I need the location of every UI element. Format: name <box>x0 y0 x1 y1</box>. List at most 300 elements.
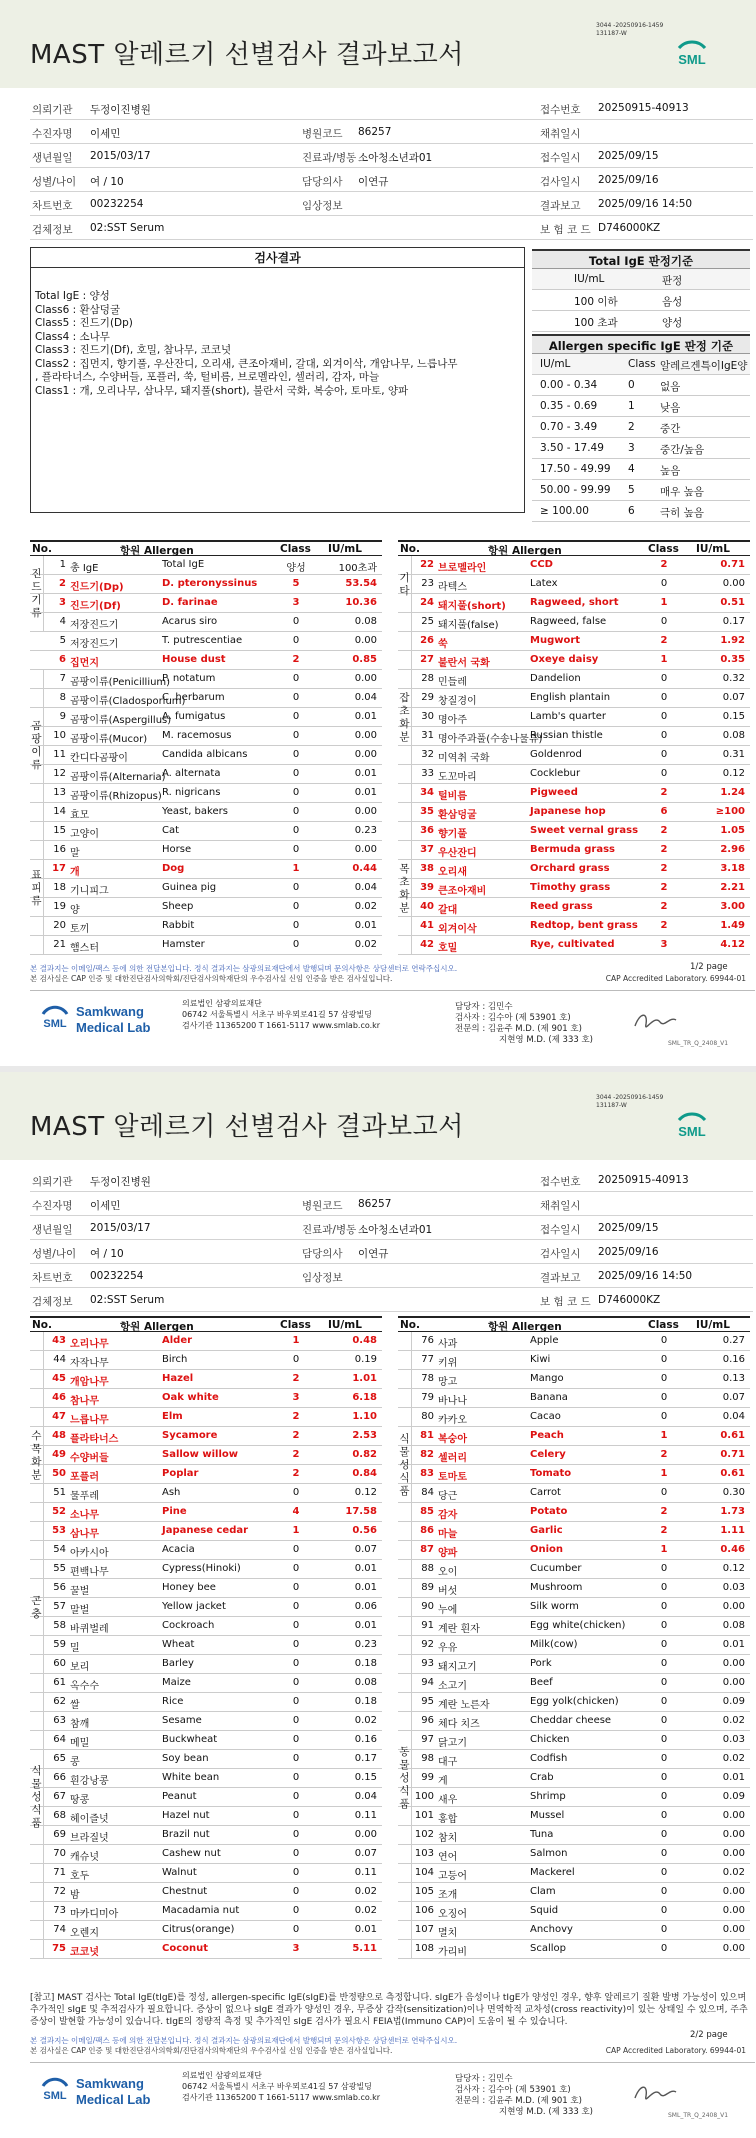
allergen-kr: 멸치 <box>438 1928 458 1939</box>
allergen-en: Celery <box>530 1449 566 1460</box>
allergen-en: Cucumber <box>530 1563 582 1574</box>
allergen-en: Ash <box>162 1487 181 1498</box>
allergen-iu: 0.48 <box>352 1335 377 1346</box>
allergen-cl: 0 <box>292 1905 300 1916</box>
allergen-cl: 4 <box>292 1506 300 1517</box>
allergen-no: 22 <box>420 559 434 570</box>
allergen-row <box>398 632 750 651</box>
allergen-row <box>398 784 750 803</box>
allergen-kr: 마카디미아 <box>70 1909 119 1920</box>
allergen-iu: 0.18 <box>354 1658 377 1669</box>
allergen-en: Macadamia nut <box>162 1905 240 1916</box>
allergen-iu: 0.61 <box>720 1430 745 1441</box>
result-line: Class5 : 진드기(Dp) <box>35 317 133 329</box>
allergen-iu: 0.07 <box>354 1848 377 1859</box>
allergen-row <box>398 917 750 936</box>
allergen-row <box>398 1674 750 1693</box>
allergen-cl: 0 <box>660 1943 668 1954</box>
allergen-no: 64 <box>53 1734 66 1745</box>
allergen-en: Rice <box>162 1696 184 1707</box>
allergen-row <box>30 1769 382 1788</box>
allergen-row <box>398 1807 750 1826</box>
allergen-iu: 0.04 <box>354 1791 377 1802</box>
allergen-iu: 4.12 <box>720 939 745 950</box>
allergen-en: Candida albicans <box>162 749 248 760</box>
allergen-no: 73 <box>53 1905 66 1916</box>
allergen-no: 86 <box>420 1525 434 1536</box>
allergen-en: Ragweed, false <box>530 616 607 627</box>
criteria-row: 3.50 - 17.49 3 중간/높음 <box>532 438 750 459</box>
report-code-line: 3044 -20250916-1459 <box>596 22 664 29</box>
allergen-iu: 0.30 <box>722 1487 745 1498</box>
value-chart: 00232254 <box>90 1270 144 1282</box>
allergen-en: Birch <box>162 1354 188 1365</box>
allergen-iu: 0.01 <box>354 787 377 798</box>
allergen-en: Mussel <box>530 1810 565 1821</box>
value-receipt_date: 2025/09/15 <box>598 1222 659 1234</box>
allergen-no: 45 <box>52 1373 66 1384</box>
allergen-row <box>398 1503 750 1522</box>
allergen-row <box>30 1560 382 1579</box>
allergen-iu: 0.18 <box>354 1696 377 1707</box>
patient-info-row <box>30 1192 753 1216</box>
value-specimen: 02:SST Serum <box>90 222 165 234</box>
report-page-2: MAST 알레르기 선별검사 결과보고서 3044 -20250916-1459 131187-W SML 의뢰기관 두정이진병원 접수번호 20250915-40913 수진자명 이세민 병원코드 86257 채취일시 생년월일 2015/03/17 진료과/병동 소아청소년과01 접수일시 2025/09/15 성별/나이 여 / 10 담당의사 이연규 검사일시 2025/09/16 차트번호 00232254 임상정보 결과보고 2025/09/16 14:50 검체정보 02:SST Serum 보 험 코 드 D746000KZ No. 항원 Allergen Class IU/mL 43 오리나무 Alder 1 0.48 44 자작나무 Birch 0 0.19 45 개암나무 Hazel 2 1.01 46 참나무 Oak white 3 6.18 47 느릅나무 Elm 2 1.10 48 플라타너스 Sycamore 2 2.53 49 수양버들 Sallow willow 2 0.82 50 포플러 Poplar 2 0.84 51 물푸레 Ash 0 0.12 52 소나무 Pine 4 17.58 53 삼나무 Japanese cedar 1 0.56 54 아카시아 Acacia 0 0.07 55 편백나무 Cypress(Hinoki) 0 0.01 56 꿀벌 Honey bee 0 0.01 57 말벌 Yellow jacket 0 0.06 58 바퀴벌레 Cockroach 0 0.01 59 밀 Wheat 0 0.23 60 보리 Barley 0 0.18 61 옥수수 Maize 0 0.08 62 쌀 Rice 0 0.18 63 참깨 Sesame 0 0.02 64 메밀 Buckwheat 0 0.16 65 콩 Soy bean 0 0.17 66 흰강낭콩 White bean 0 0.15 67 땅콩 Peanut 0 0.04 68 헤이즐넛 Hazel nut 0 0.11 69 브라질넛 Brazil nut 0 0.00 70 캐슈넛 Cashew nut 0 0.07 71 호두 Walnut 0 0.11 72 밤 Chestnut 0 0.02 73 마카디미아 Macadamia nut 0 0.02 74 오렌지 Citrus(orange) 0 0.01 75 코코넛 Coconut 3 5.11 수목화분 곤충 식물성식품 No. 항원 Allergen Class IU/mL 76 사과 Apple 0 0.27 77 키위 Kiwi 0 0.16 78 망고 Mango 0 0.13 79 바나나 Banana 0 0.07 80 카카오 Cacao 0 0.04 81 복숭아 Peach 1 0.61 82 셀러리 Celery 2 0.71 83 토마토 Tomato 1 0.61 84 당근 Carrot 0 0.30 85 감자 Potato 2 1.73 86 마늘 Garlic 2 1.11 87 양파 Onion 1 0.46 88 오이 Cucumber 0 0.12 89 버섯 Mushroom 0 0.03 90 누에 Silk worm 0 0.00 91 계란 흰자 Egg white(chicken) 0 0.08 92 우유 Milk(cow) 0 0.01 93 돼지고기 Pork 0 0.00 94 소고기 Beef 0 0.00 95 계란 노른자 Egg yolk(chicken) 0 0.09 96 체다 치즈 Cheddar cheese 0 0.02 97 닭고기 Chicken 0 0.03 98 대구 Codfish 0 0.02 99 게 Crab 0 0.01 100 새우 Shrimp 0 0.09 101 홍합 Mussel 0 0.00 102 참치 Tuna 0 0.00 103 연어 Salmon 0 0.00 104 고등어 Mackerel 0 0.02 105 조개 Clam 0 0.00 106 오징어 Squid 0 0.00 107 멸치 Anchovy 0 0.00 108 가리비 Scallop 0 0.00 식물성식품 동물성식품 [참고] MAST 검사는 Total IgE(tIgE)를 정성, allergen-specific IgE(sIgE)를 반정량으로 측정합니다. sIgE가 음성이나 tIgE가 양성인 경우, 향후 알레르기 질환 발병 가능성이 있으며 추가적인 sIgE 및 추적검사가 필요합니다. 증상이 없으나 sIgE 결과가 양성인 경우, 무증상 감작(sensitization)이나 면역학적 교차성(cross reactivity)이 있는 상태일 수 있으며, 주추 증상이 발현할 가능성이 있습니다. tIgE의 정량적 측정 및 추가적인 sIgE 검사가 필요시 FEIA법(Immuno CAP)이 도움이 될 수 있습니다. 2/2 page 본 결과지는 이메일/팩스 등에 의한 전달본입니다. 정식 결과지는 삼광의료재단에서 발행되며 문의사항은 상담센터로 연락주십시오. 본 검사실은 CAP 인증 및 대한진단검사의학회/진단검사의학재단의 우수검사실 신임 인증을 받은 검사실입니다. CAP Accredited Laboratory. 69944-01 SML Samkwang Medical Lab 의료법인 삼광의료재단 06742 서울특별시 서초구 바우뫼로41길 57 삼광빌딩 검사기관 11365200 T 1661-5117 www.smlab.co.kr 담당자 : 김민수 검사자 : 김수아 (제 53901 호) 전문의 : 김윤주 M.D. (제 901 호) 지현영 M.D. (제 333 호) SML_TR_Q_2408_V1 <box>0 1072 756 2138</box>
allergen-no: 55 <box>53 1563 66 1574</box>
value-recipient: 이세민 <box>90 1200 121 1212</box>
svg-text:SML: SML <box>43 2090 67 2102</box>
criteria-row: 50.00 - 99.99 5 매우 높음 <box>532 480 750 501</box>
allergen-iu: 0.00 <box>354 730 377 741</box>
allergen-no: 12 <box>53 768 66 779</box>
allergen-en: D. pteronyssinus <box>162 578 258 589</box>
allergen-iu: 0.16 <box>722 1354 745 1365</box>
allergen-row <box>398 822 750 841</box>
allergen-iu: 0.00 <box>354 844 377 855</box>
report-codes: 3044 -20250916-1459 131187-W <box>596 1094 664 1109</box>
allergen-en: Hamster <box>162 939 205 950</box>
allergen-kr: 코코넛 <box>70 1947 99 1958</box>
result-line: Class4 : 소나무 <box>35 330 110 343</box>
allergen-no: 80 <box>421 1411 434 1422</box>
result-box-title: 검사결과 <box>31 248 524 268</box>
allergen-iu: 0.02 <box>722 1753 745 1764</box>
allergen-en: English plantain <box>530 692 611 703</box>
allergen-row <box>398 860 750 879</box>
allergen-cl: 0 <box>660 1335 668 1346</box>
allergen-cl: 2 <box>660 882 668 893</box>
allergen-iu: 0.07 <box>354 1544 377 1555</box>
allergen-row <box>30 632 382 651</box>
footer-note: 본 결과지는 이메일/팩스 등에 의한 전달본입니다. 정식 결과지는 삼광의료재단에서 발행되며 문의사항은 상담센터로 연락주십시오. 본 검사실은 CAP 인증 및 대한진단검사의학회/진단검사의학재단의 우수검사실 신임 인증을 받은 검사실입니다. <box>30 2036 458 2055</box>
allergen-row <box>398 841 750 860</box>
allergen-row <box>30 1712 382 1731</box>
company-logo-icon <box>38 2074 72 2108</box>
allergen-no: 19 <box>53 901 66 912</box>
allergen-kr: 아카시아 <box>70 1548 109 1559</box>
value-doctor: 이연규 <box>358 1248 389 1260</box>
allergen-iu: 0.00 <box>354 749 377 760</box>
allergen-kr: 계란 노른자 <box>438 1700 490 1711</box>
allergen-no: 37 <box>420 844 434 855</box>
allergen-kr: 고양이 <box>70 829 99 840</box>
result-line: , 플라타너스, 수양버들, 포플러, 쑥, 털비름, 브로멜라인, 셀러리, 감자, 마늘 <box>35 371 380 383</box>
allergen-no: 76 <box>421 1335 434 1346</box>
allergen-no: 46 <box>52 1392 66 1403</box>
allergen-iu: 1.01 <box>352 1373 377 1384</box>
allergen-cl: 0 <box>660 1487 668 1498</box>
allergen-kr: 연어 <box>438 1852 458 1863</box>
allergen-en: Oak white <box>162 1392 219 1403</box>
allergen-cl: 2 <box>660 844 668 855</box>
allergen-no: 72 <box>53 1886 66 1897</box>
allergen-kr: 효모 <box>70 810 90 821</box>
report-page-1 <box>0 0 756 1066</box>
allergen-cl: 0 <box>292 1810 300 1821</box>
allergen-row <box>30 765 382 784</box>
allergen-row <box>398 1902 750 1921</box>
allergen-row <box>398 1351 750 1370</box>
allergen-en: Mushroom <box>530 1582 583 1593</box>
allergen-en: Hazel <box>162 1373 194 1384</box>
allergen-no: 18 <box>53 882 66 893</box>
allergen-no: 56 <box>53 1582 66 1593</box>
allergen-en: Rye, cultivated <box>530 939 615 950</box>
page-number: 1/2 page <box>690 962 728 972</box>
allergen-iu: 6.18 <box>352 1392 377 1403</box>
allergen-group-label: 진드기류 <box>30 556 44 632</box>
allergen-no: 41 <box>420 920 434 931</box>
allergen-no: 87 <box>420 1544 434 1555</box>
allergen-row <box>398 803 750 822</box>
value-dept: 소아청소년과01 <box>358 1224 433 1236</box>
allergen-row <box>30 670 382 689</box>
patient-info-row <box>30 1168 753 1192</box>
allergen-no: 60 <box>53 1658 66 1669</box>
allergen-kr: 진드기(Df) <box>70 601 121 612</box>
allergen-table-header: No. 항원 Allergen Class IU/mL <box>30 540 382 556</box>
allergen-kr: 오징어 <box>438 1909 467 1920</box>
allergen-kr: 버섯 <box>438 1586 458 1597</box>
allergen-iu: 0.01 <box>354 768 377 779</box>
allergen-no: 57 <box>53 1601 66 1612</box>
allergen-kr: 콩 <box>70 1757 80 1768</box>
label-recipient: 수진자명 <box>32 1200 73 1212</box>
allergen-cl: 0 <box>660 1601 668 1612</box>
allergen-cl: 1 <box>292 863 300 874</box>
allergen-iu: 2.96 <box>720 844 745 855</box>
allergen-row <box>398 613 750 632</box>
label-receipt_date: 접수일시 <box>540 1224 581 1236</box>
allergen-cl: 0 <box>660 1772 668 1783</box>
allergen-kr: 호두 <box>70 1871 90 1882</box>
allergen-no: 84 <box>421 1487 434 1498</box>
allergen-iu: 100초과 <box>338 563 377 574</box>
allergen-en: Peach <box>530 1430 564 1441</box>
allergen-iu: 0.00 <box>722 1848 745 1859</box>
allergen-iu: 0.44 <box>352 863 377 874</box>
allergen-kr: 참치 <box>438 1833 458 1844</box>
allergen-row <box>398 727 750 746</box>
allergen-no: 62 <box>53 1696 66 1707</box>
allergen-kr: 진드기(Dp) <box>70 582 124 593</box>
label-birth: 생년월일 <box>32 152 73 164</box>
allergen-kr: 바나나 <box>438 1396 467 1407</box>
allergen-en: Dog <box>162 863 185 874</box>
label-collect_date: 채취일시 <box>540 128 581 140</box>
allergen-table-p1-right <box>398 540 750 955</box>
allergen-iu: 0.07 <box>722 1392 745 1403</box>
allergen-iu: 0.03 <box>722 1582 745 1593</box>
allergen-en: Acarus siro <box>162 616 218 627</box>
value-sex_age: 여 / 10 <box>90 176 124 188</box>
label-test_date: 검사일시 <box>540 176 581 188</box>
allergen-kr: 물푸레 <box>70 1491 99 1502</box>
allergen-row <box>398 1465 750 1484</box>
allergen-cl: 0 <box>292 768 300 779</box>
allergen-kr: 플라타너스 <box>70 1434 119 1445</box>
allergen-row <box>30 1883 382 1902</box>
allergen-kr: 총 IgE <box>70 563 99 574</box>
allergen-en: Total IgE <box>162 559 205 570</box>
allergen-en: Soy bean <box>162 1753 209 1764</box>
allergen-iu: 0.16 <box>354 1734 377 1745</box>
allergen-iu: 0.00 <box>722 1924 745 1935</box>
value-test_date: 2025/09/16 <box>598 1246 659 1258</box>
allergen-iu: 0.02 <box>722 1867 745 1878</box>
allergen-iu: 1.05 <box>720 825 745 836</box>
allergen-group-label: 기타 <box>398 556 412 613</box>
allergen-iu: 2.53 <box>352 1430 377 1441</box>
allergen-cl: 0 <box>660 1810 668 1821</box>
allergen-en: Beef <box>530 1677 553 1688</box>
allergen-iu: 0.13 <box>722 1373 745 1384</box>
allergen-kr: 마늘 <box>438 1529 458 1540</box>
allergen-iu: 0.02 <box>354 1905 377 1916</box>
allergen-cl: 0 <box>660 711 668 722</box>
allergen-kr: 외겨이삭 <box>438 924 477 935</box>
allergen-cl: 0 <box>292 1544 300 1555</box>
allergen-row <box>398 1617 750 1636</box>
allergen-cl: 0 <box>292 1354 300 1365</box>
label-recipient: 수진자명 <box>32 128 73 140</box>
patient-info-row <box>30 1240 753 1264</box>
allergen-kr: 말벌 <box>70 1605 90 1616</box>
criteria-row: 0.70 - 3.49 2 중간 <box>532 417 750 438</box>
allergen-cl: 1 <box>660 597 668 608</box>
allergen-no: 29 <box>421 692 434 703</box>
allergen-iu: 0.04 <box>722 1411 745 1422</box>
allergen-iu: 0.00 <box>722 1905 745 1916</box>
allergen-row <box>30 1617 382 1636</box>
allergen-kr: 밀 <box>70 1643 80 1654</box>
allergen-row <box>30 936 382 955</box>
allergen-group-label: 수목화분 <box>30 1332 44 1579</box>
allergen-kr: 햄스터 <box>70 943 99 954</box>
allergen-cl: 0 <box>660 749 668 760</box>
allergen-no: 20 <box>53 920 66 931</box>
svg-text:SML: SML <box>43 1018 67 1030</box>
allergen-no: 96 <box>421 1715 434 1726</box>
allergen-row <box>398 1370 750 1389</box>
allergen-no: 52 <box>52 1506 66 1517</box>
value-specimen: 02:SST Serum <box>90 1294 165 1306</box>
allergen-no: 26 <box>420 635 434 646</box>
allergen-en: Japanese cedar <box>162 1525 249 1536</box>
allergen-iu: 53.54 <box>345 578 377 589</box>
patient-info-row <box>30 144 753 168</box>
allergen-iu: 0.00 <box>722 1677 745 1688</box>
label-clinical: 임상정보 <box>302 1272 343 1284</box>
allergen-cl: 0 <box>660 1582 668 1593</box>
allergen-iu: 0.19 <box>354 1354 377 1365</box>
allergen-cl: 0 <box>292 1734 300 1745</box>
allergen-kr: 카카오 <box>438 1415 467 1426</box>
allergen-en: Banana <box>530 1392 568 1403</box>
allergen-no: 83 <box>420 1468 434 1479</box>
allergen-en: Kiwi <box>530 1354 551 1365</box>
allergen-no: 102 <box>414 1829 434 1840</box>
allergen-iu: 0.82 <box>352 1449 377 1460</box>
allergen-cl: 0 <box>292 939 300 950</box>
allergen-kr: 불란서 국화 <box>438 658 490 669</box>
allergen-no: 58 <box>53 1620 66 1631</box>
allergen-no: 97 <box>421 1734 434 1745</box>
allergen-row <box>398 1332 750 1351</box>
allergen-iu: 0.01 <box>354 711 377 722</box>
allergen-kr: 명아주 <box>438 715 467 726</box>
allergen-en: Mugwort <box>530 635 581 646</box>
allergen-kr: 편백나무 <box>70 1567 109 1578</box>
allergen-en: Latex <box>530 578 558 589</box>
allergen-iu: 0.12 <box>722 768 745 779</box>
allergen-en: Lamb's quarter <box>530 711 607 722</box>
allergen-cl: 0 <box>660 1620 668 1631</box>
allergen-cl: 0 <box>292 901 300 912</box>
allergen-iu: 0.11 <box>354 1867 377 1878</box>
allergen-iu: 0.00 <box>354 635 377 646</box>
allergen-en: Poplar <box>162 1468 199 1479</box>
allergen-no: 103 <box>414 1848 434 1859</box>
allergen-cl: 0 <box>292 1924 300 1935</box>
allergen-kr: 우유 <box>438 1643 458 1654</box>
label-collect_date: 채취일시 <box>540 1200 581 1212</box>
reference-note: [참고] MAST 검사는 Total IgE(tIgE)를 정성, allergen-specific IgE(sIgE)를 반정량으로 측정합니다. sIgE가 음성이나 tIgE가 양성인 경우, 향후 알레르기 질환 발병 가능성이 있으며 추가적인 sIgE 및 추적검사가 필요합니다. 증상이 없으나 sIgE 결과가 양성인 경우, 무증상 감작(sensitization)이나 면역학적 교차성(cross reactivity)이 있는 상태일 수 있으며, 주추 증상이 발현할 가능성이 있습니다. tIgE의 정량적 측정 및 추가적인 sIgE 검사가 필요시 FEIA법(Immuno CAP)이 도움이 될 수 있습니다. <box>30 1993 748 2027</box>
allergen-iu: 0.01 <box>354 1582 377 1593</box>
allergen-row <box>30 613 382 632</box>
allergen-cl: 0 <box>660 1829 668 1840</box>
allergen-no: 10 <box>53 730 66 741</box>
allergen-row <box>30 1332 382 1351</box>
allergen-row <box>30 1446 382 1465</box>
cap-accreditation: CAP Accredited Laboratory. 69944-01 <box>605 974 746 983</box>
allergen-en: D. farinae <box>162 597 218 608</box>
allergen-kr: 참깨 <box>70 1719 90 1730</box>
allergen-iu: 0.01 <box>354 1563 377 1574</box>
allergen-iu: 1.24 <box>720 787 745 798</box>
allergen-cl: 0 <box>292 692 300 703</box>
value-recipient: 이세민 <box>90 128 121 140</box>
allergen-row <box>30 1636 382 1655</box>
allergen-iu: 2.21 <box>720 882 745 893</box>
allergen-kr: 양 <box>70 905 80 916</box>
allergen-cl: 5 <box>292 578 300 589</box>
label-birth: 생년월일 <box>32 1224 73 1236</box>
allergen-en: Timothy grass <box>530 882 611 893</box>
allergen-kr: 오리나무 <box>70 1339 109 1350</box>
allergen-kr: 기니피그 <box>70 886 109 897</box>
allergen-no: 74 <box>53 1924 66 1935</box>
criteria-row: 17.50 - 49.99 4 높음 <box>532 459 750 480</box>
allergen-cl: 0 <box>292 1848 300 1859</box>
criteria-row: 100 초과 양성 <box>532 311 750 332</box>
allergen-row <box>30 1731 382 1750</box>
allergen-row <box>30 1788 382 1807</box>
allergen-no: 39 <box>420 882 434 893</box>
allergen-group-label: 곤충 <box>30 1579 44 1636</box>
allergen-iu: 0.23 <box>354 1639 377 1650</box>
allergen-en: Cacao <box>530 1411 561 1422</box>
allergen-cl: 2 <box>660 787 668 798</box>
allergen-cl: 0 <box>292 882 300 893</box>
svg-text:SML: SML <box>678 1124 706 1139</box>
allergen-no: 43 <box>52 1335 66 1346</box>
allergen-cl: 3 <box>292 1392 300 1403</box>
allergen-kr: 보리 <box>70 1662 90 1673</box>
allergen-cl: 0 <box>292 787 300 798</box>
allergen-row <box>30 879 382 898</box>
allergen-cl: 2 <box>660 635 668 646</box>
allergen-no: 40 <box>420 901 434 912</box>
allergen-no: 28 <box>421 673 434 684</box>
allergen-iu: 0.00 <box>722 1829 745 1840</box>
allergen-kr: 흰강낭콩 <box>70 1776 109 1787</box>
allergen-cl: 0 <box>660 1677 668 1688</box>
signature-icon <box>630 1004 680 1040</box>
total-ige-criteria <box>532 249 750 332</box>
allergen-cl: 2 <box>660 920 668 931</box>
allergen-row <box>30 1598 382 1617</box>
allergen-cl: 2 <box>660 901 668 912</box>
allergen-row <box>30 708 382 727</box>
allergen-en: Guinea pig <box>162 882 217 893</box>
allergen-en: Cocklebur <box>530 768 581 779</box>
allergen-en: C. herbarum <box>162 692 225 703</box>
allergen-row <box>30 1484 382 1503</box>
patient-info-row <box>30 216 753 240</box>
allergen-en: White bean <box>162 1772 220 1783</box>
footer-note-1: 본 결과지는 이메일/팩스 등에 의한 전달본입니다. 정식 결과지는 삼광의료재단에서 발행되며 문의사항은 상담센터로 연락주십시오. <box>30 964 458 973</box>
allergen-cl: 양성 <box>286 563 306 574</box>
allergen-no: 71 <box>53 1867 66 1878</box>
allergen-row <box>398 556 750 575</box>
allergen-kr: 당근 <box>438 1491 458 1502</box>
allergen-en: Barley <box>162 1658 194 1669</box>
allergen-no: 15 <box>53 825 66 836</box>
allergen-no: 48 <box>52 1430 66 1441</box>
label-dept: 진료과/병동 <box>302 1224 357 1236</box>
allergen-row <box>398 594 750 613</box>
allergen-en: Salmon <box>530 1848 568 1859</box>
allergen-iu: 0.00 <box>354 1829 377 1840</box>
allergen-kr: 참나무 <box>70 1396 99 1407</box>
label-report_date: 결과보고 <box>540 200 581 212</box>
allergen-row <box>30 1503 382 1522</box>
allergen-row <box>30 784 382 803</box>
criteria-header: IU/mL 판정 <box>532 269 750 290</box>
allergen-no: 1 <box>59 559 66 570</box>
allergen-cl: 0 <box>292 1715 300 1726</box>
